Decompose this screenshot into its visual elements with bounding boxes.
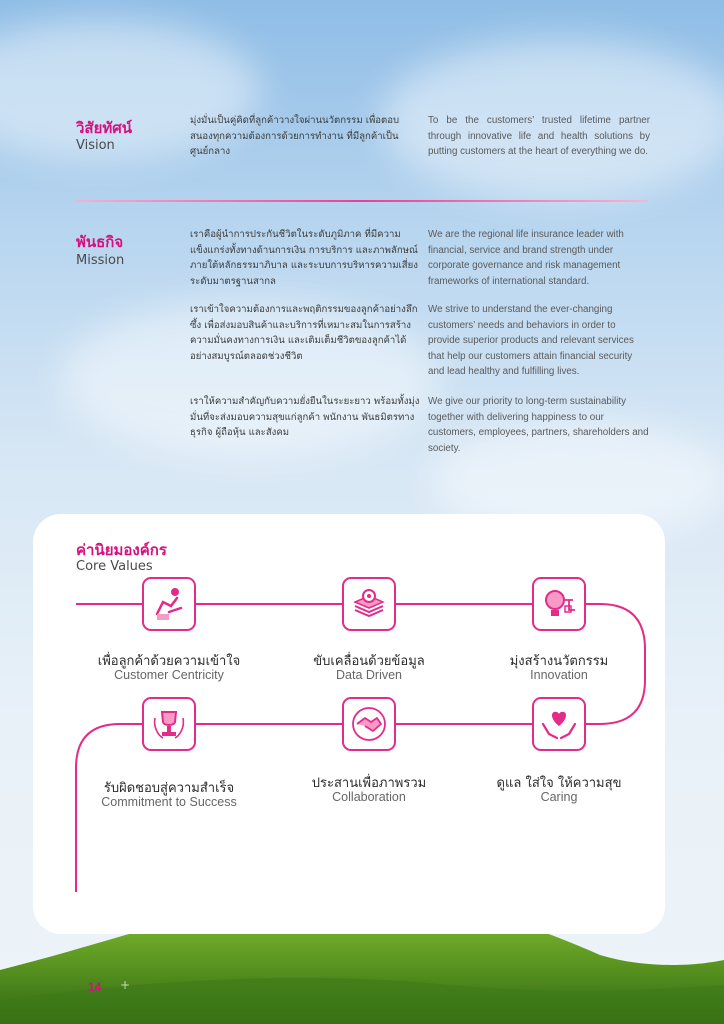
commitment-icon-box [142, 697, 196, 751]
data-driven-icon-box [342, 577, 396, 631]
collaboration-label-th: ประสานเพื่อภาพรวม [311, 776, 427, 791]
customer-centricity-icon-box [142, 577, 196, 631]
lightbulb-circuit-icon [539, 584, 579, 624]
helping-hands-icon [149, 584, 189, 624]
core-values-heading-th: ค่านิยมองค์กร [76, 541, 167, 559]
vision-text-th: มุ่งมั่นเป็นคู่คิดที่ลูกค้าวางใจผ่านนวัตกรรม เพื่อตอบสนองทุกความต้องการด้วยการทำงาน ที่มีลูกค้าเป็นศูนย์กลาง [190, 115, 400, 157]
mission-text-en-1: We are the regional life insurance leader with financial, service and brand strength under corporate governance and risk management frameworks of international standard. [428, 229, 624, 287]
core-values-heading-en: Core Values [76, 559, 153, 574]
caring-icon-box [532, 697, 586, 751]
mission-text-th-3: เราให้ความสำคัญกับความยั่งยืนในระยะยาว พร้อมทั้งมุ่งมั่นที่จะส่งมอบความสุขแก่ลูกค้า พนักงาน พันธมิตรทางธุรกิจ ผู้ถือหุ้น และสังคม [190, 396, 420, 438]
mission-text-en-3: We give our priority to long-term sustainability together with delivering happiness to our customers, employees, partners, shareholders and society. [428, 396, 649, 454]
commitment-label-th: รับผิดชอบสู่ความสำเร็จ [103, 781, 235, 796]
mission-text-th-1: เราคือผู้นำการประกันชีวิตในระดับภูมิภาค ที่มีความแข็งแกร่งทั้งทางด้านการเงิน การบริการ และภาพลักษณ์ ภายใต้หลักธรรมาภิบาล และระบบการบริหารความเสี่ยงระดับมาตรฐานสากล [190, 229, 418, 287]
collaboration-icon-box [342, 697, 396, 751]
caring-label-th: ดูแล ใส่ใจ ให้ความสุข [496, 776, 622, 791]
vision-text-en: To be the customers’ trusted lifetime partner through innovative life and health solutions by putting customers at the heart of everything we do. [428, 115, 650, 157]
customer-centricity-label-en: Customer Centricity [114, 668, 224, 682]
vision-heading-th: วิสัยทัศน์ [76, 119, 133, 137]
trophy-icon [149, 704, 189, 744]
footer-plus-icon: + [120, 978, 131, 992]
mission-text-en-2: We strive to understand the ever-changing customers’ needs and behaviors in order to provide superior products and relevant services that help our customers attain financial security and lead healthy and fulfilling lives. [428, 304, 634, 377]
page-number: 14 [88, 980, 102, 994]
mission-text-th-2: เราเข้าใจความต้องการและพฤติกรรมของลูกค้าอย่างลึกซึ้ง เพื่อส่งมอบสินค้าและบริการที่เหมาะสมในการสร้างความมั่นคงทางการเงิน และเติมเต็มชีวิตของลูกค้าได้อย่างสมบูรณ์ตลอดช่วงชีวิต [190, 304, 418, 362]
customer-centricity-label-th: เพื่อลูกค้าด้วยความเข้าใจ [97, 654, 241, 669]
data-layers-icon [349, 584, 389, 624]
mission-heading-th: พันธกิจ [76, 233, 124, 251]
innovation-label-en: Innovation [530, 668, 588, 682]
vision-heading-en: Vision [76, 138, 115, 153]
innovation-icon-box [532, 577, 586, 631]
data-driven-label-th: ขับเคลื่อนด้วยข้อมูล [313, 654, 425, 669]
innovation-label-th: มุ่งสร้างนวัตกรรม [509, 654, 609, 669]
mission-heading-en: Mission [76, 253, 125, 268]
caring-label-en: Caring [540, 790, 578, 804]
handshake-icon [349, 704, 389, 744]
data-driven-label-en: Data Driven [336, 668, 402, 682]
commitment-label-en: Commitment to Success [101, 795, 237, 809]
collaboration-label-en: Collaboration [332, 790, 406, 804]
heart-hands-icon [539, 704, 579, 744]
